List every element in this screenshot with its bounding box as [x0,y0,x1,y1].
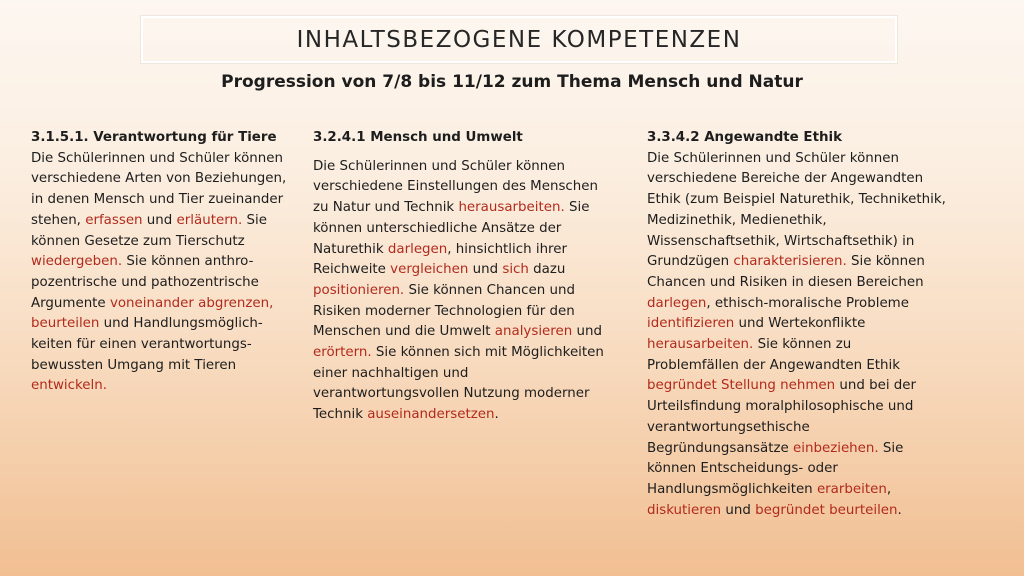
highlighted-verb: diskutieren [647,502,722,518]
column-tierethik [31,128,297,397]
highlighted-verb: auseinandersetzen [367,407,495,423]
text-segment: und [142,212,177,228]
highlighted-verb: charakterisieren. [733,254,847,270]
highlighted-verb: einbeziehen. [793,440,879,456]
highlighted-verb: wiedergeben. [31,254,123,270]
text-segment: und Wertekonflikte [734,316,866,332]
text-segment: Sie können sich mit Möglichkeiten einer nachhaltigen und verantwortungsvollen Nutzung moderner Technik [313,345,604,423]
text-segment: Die Schülerinnen und Schüler können verschiedene Bereiche der Angewandten Ethik (zum Beispiel Naturethik, Technikethik, Medizinethik, Medienethik, Wissenschaftsethik, Wirtschaftsethik) in Grundzügen [647,150,946,270]
text-segment: Sie können Gesetze zum Tierschutz [31,212,267,249]
highlighted-verb: erörtern. [313,345,372,361]
text-segment: und Handlungsmöglich-keiten für einen verantwortungs-bewussten Umgang mit Tieren [31,316,263,373]
highlighted-verb: analysieren [494,324,573,340]
highlighted-verb: identifizieren [647,316,735,332]
text-segment: , [886,481,892,497]
slide-subtitle: Progression von 7/8 bis 11/12 zum Thema Mensch und Natur [221,72,803,92]
highlighted-verb: darlegen [387,241,448,257]
text-segment: Sie können anthro-pozentrische und pathozentrische Argumente [31,254,259,311]
text-segment: . [494,407,499,423]
highlighted-verb: vergleichen [390,262,469,278]
text-segment: dazu [528,262,566,278]
text-segment: Sie können Chancen und Risiken moderner Technologien für den Menschen und die Umwelt [313,282,575,340]
column-mensch-umwelt [313,128,607,426]
highlighted-verb: voneinander abgrenzen, beurteilen [31,295,274,332]
text-segment: Sie können Chancen und Risiken in diesen Bereichen [647,254,925,290]
column-body [31,149,297,397]
text-segment: Sie können Entscheidungs- oder Handlungsmöglichkeiten [647,440,904,497]
column-body [647,149,947,522]
highlighted-verb: positionieren. [313,282,405,298]
text-segment: . [897,502,902,518]
text-segment: Die Schülerinnen und Schüler können verschiedene Arten von Beziehungen, in denen Mensch und Tier zueinander stehen, [31,150,287,228]
text-segment: und bei der Urteilsfindung moralphilosophische und verantwortungsethische Begründungsansätze [647,378,917,456]
highlighted-verb: erarbeiten [816,481,887,497]
text-segment: und [721,502,756,518]
highlighted-verb: sich [502,262,529,278]
highlighted-verb: erläutern. [176,212,243,228]
text-segment: , hinsichtlich ihrer Reichweite [313,241,568,278]
highlighted-verb: herausarbeiten. [647,337,754,353]
column-heading: 3.2.4.1 Mensch und Umwelt [313,130,523,145]
column-angewandte-ethik [647,128,947,521]
highlighted-verb: begründet beurteilen [755,502,898,518]
text-segment: Sie können unterschiedliche Ansätze der Naturethik [313,200,590,257]
highlighted-verb: darlegen [647,295,707,311]
highlighted-verb: entwickeln. [31,378,107,394]
highlighted-verb: herausarbeiten. [458,200,565,216]
title-box [141,16,897,63]
highlighted-verb: erfassen [85,212,143,228]
text-segment: Sie können zu Problemfällen der Angewandten Ethik [647,337,901,373]
highlighted-verb: begründet Stellung nehmen [647,378,836,394]
slide-title: INHALTSBEZOGENE KOMPETENZEN [296,26,742,53]
text-segment: Die Schülerinnen und Schüler können verschiedene Einstellungen des Menschen zu Natur und Technik [313,158,599,216]
text-segment: und [468,262,503,278]
column-heading: 3.1.5.1. Verantwortung für Tiere [31,130,277,145]
column-body [313,157,607,426]
text-segment: und [572,324,602,340]
text-segment: , ethisch-moralische Probleme [706,295,909,311]
column-heading: 3.3.4.2 Angewandte Ethik [647,130,843,145]
